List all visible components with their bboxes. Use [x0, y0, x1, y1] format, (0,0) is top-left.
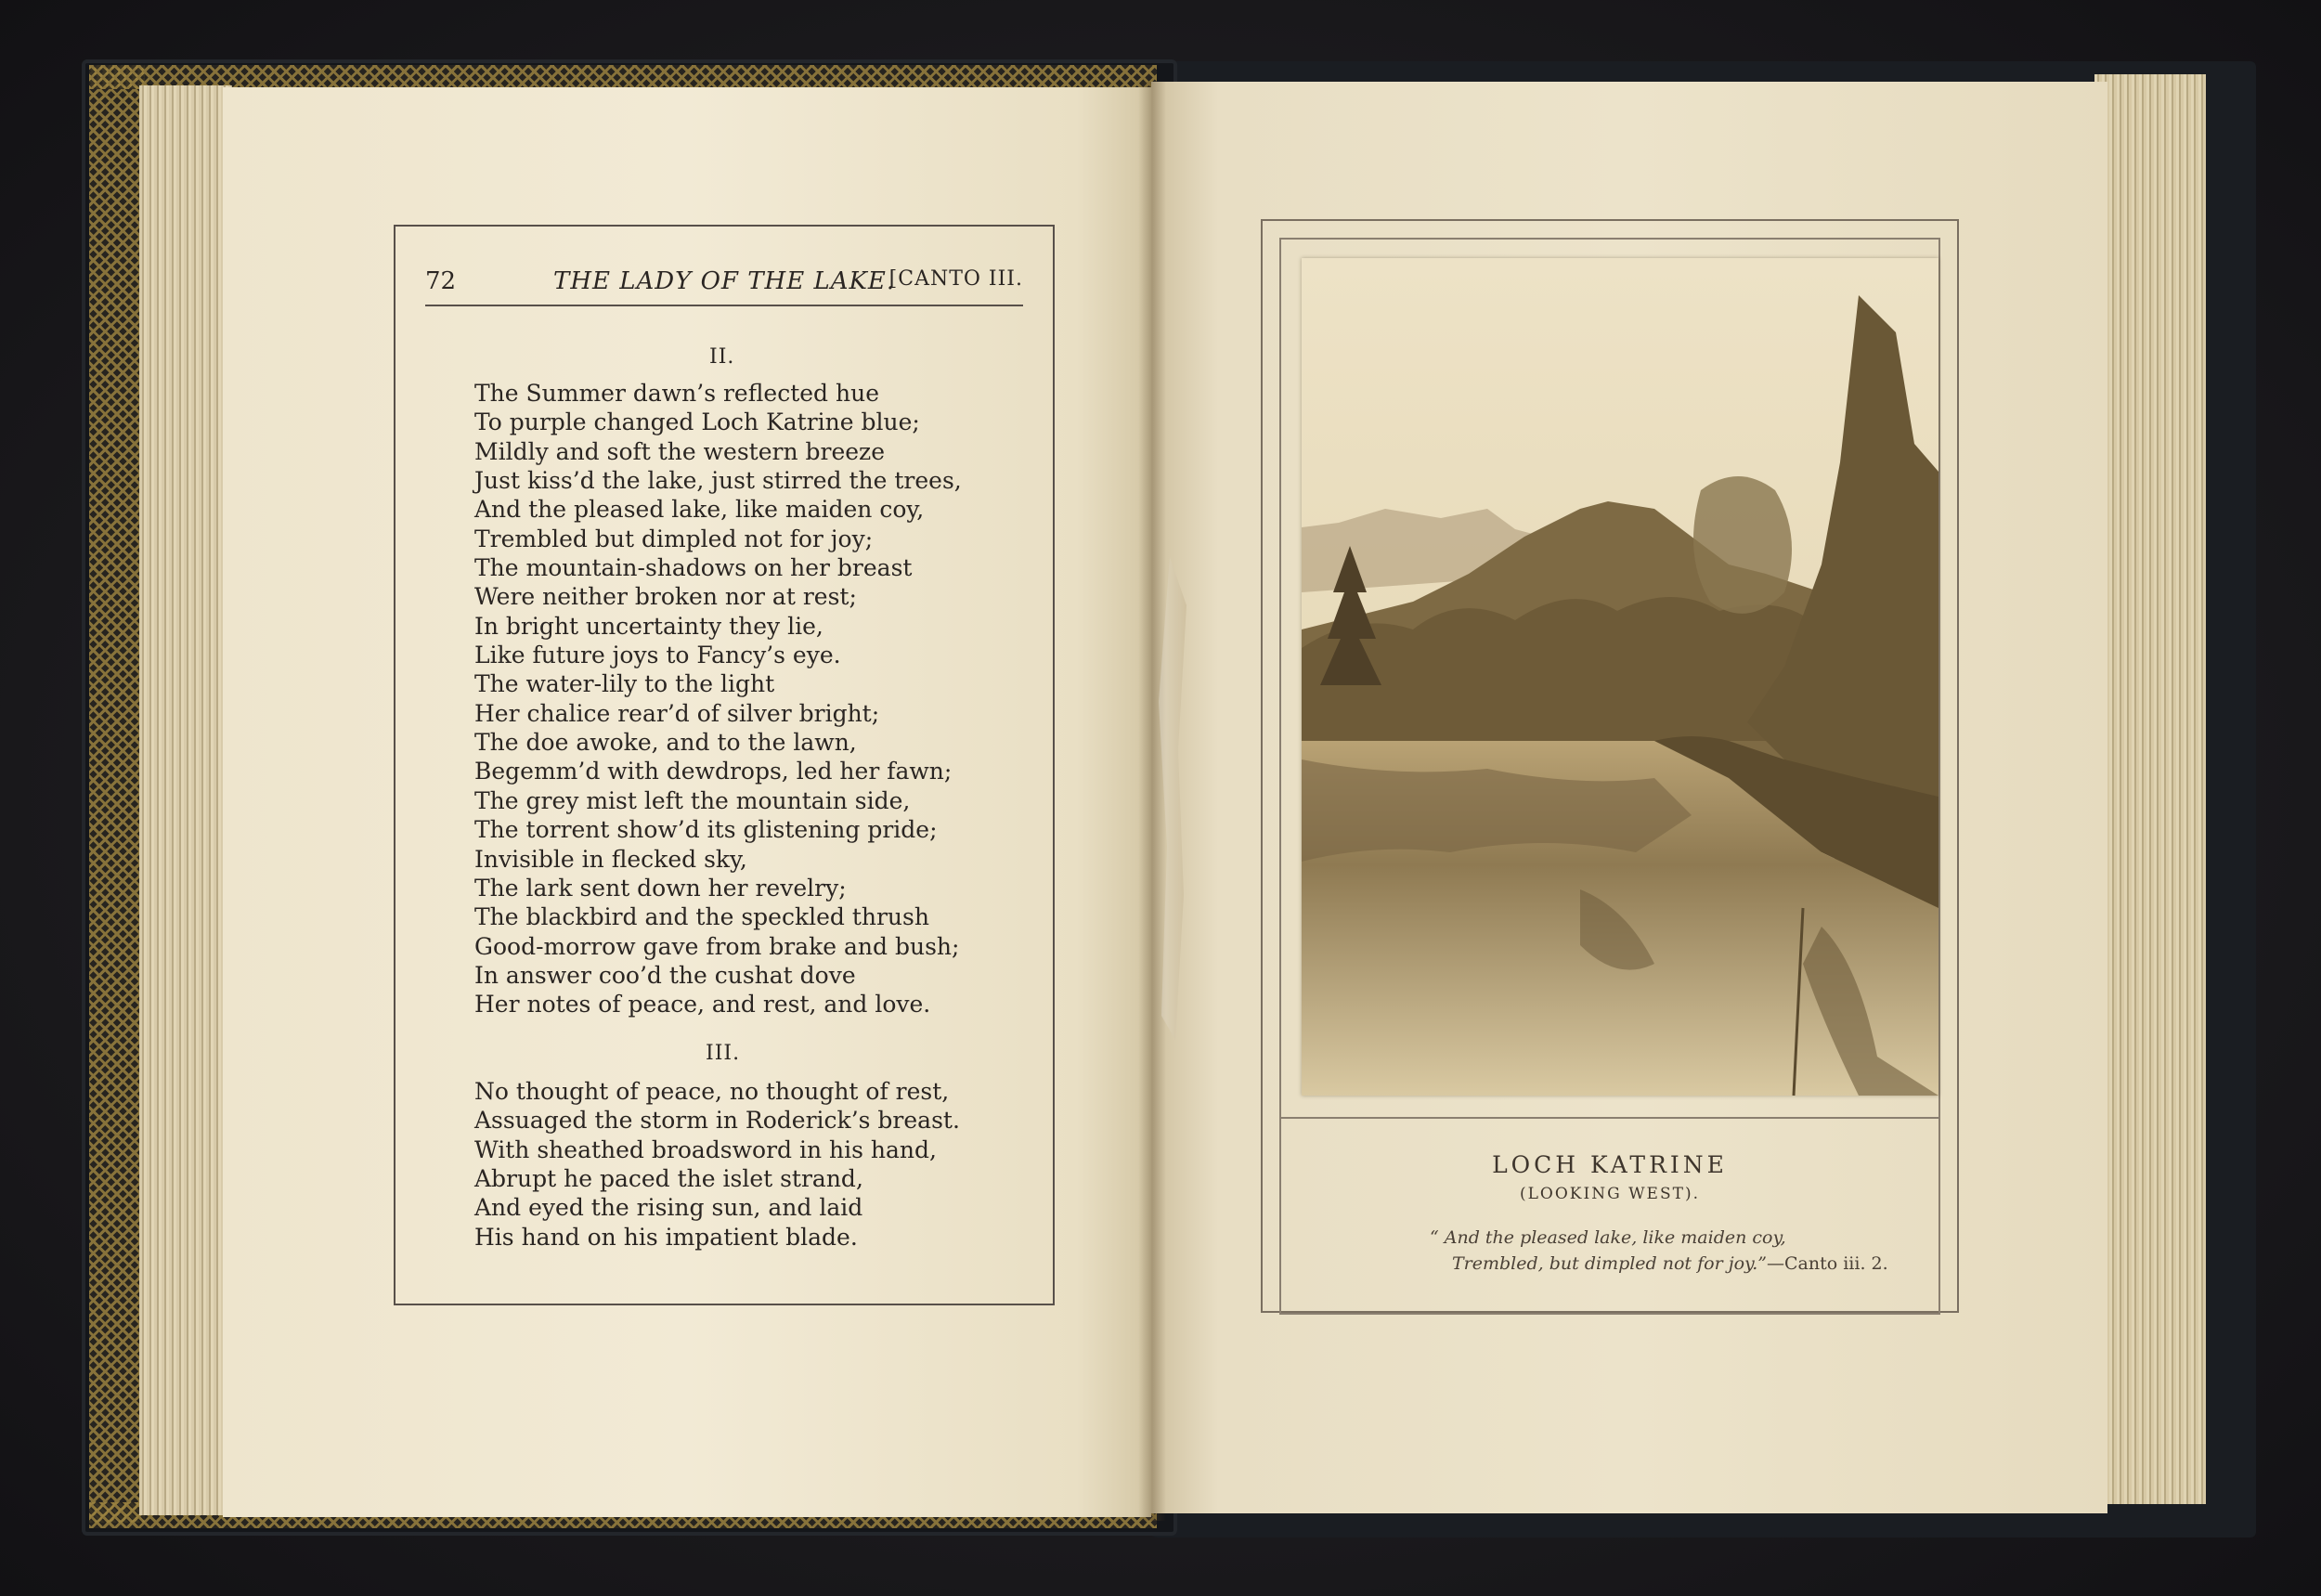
stanza-number-2: II. [709, 345, 735, 369]
verse-line: The torrent show’d its glistening pride; [474, 816, 938, 844]
loch-katrine-photograph [1302, 258, 1938, 1096]
page-edges-right [2094, 74, 2206, 1504]
verse-line: The Summer dawn’s reflected hue [474, 380, 879, 407]
verse-line: With sheathed broadsword in his hand, [474, 1135, 937, 1163]
plate-title: LOCH KATRINE [1492, 1151, 1728, 1178]
verse-line: The doe awoke, and to the lawn, [474, 729, 857, 757]
verse-line: Just kiss’d the lake, just stirred the trees, [474, 467, 962, 495]
plate-caption-rule [1279, 1117, 1940, 1119]
page-edges-left [139, 85, 232, 1515]
verse-line: Trembled but dimpled not for joy; [474, 525, 874, 552]
verse-line: Her notes of peace, and rest, and love. [474, 991, 931, 1019]
gilt-border-left [89, 65, 145, 1523]
verse-line: And eyed the rising sun, and laid [474, 1194, 863, 1222]
verse-line: Her chalice rear’d of silver bright; [474, 699, 880, 727]
stanza-2-verse [474, 379, 962, 1019]
plate-frame-bottom [1279, 1313, 1940, 1315]
page-number: 72 [425, 267, 457, 295]
stanza-number-3: III. [706, 1042, 741, 1065]
verse-line: And the pleased lake, like maiden coy, [474, 496, 925, 524]
canto-label: [CANTO III. [888, 267, 1023, 291]
plate-quote-line-1: “ And the pleased lake, like maiden coy, [1430, 1227, 1786, 1248]
verse-line: His hand on his impatient blade. [474, 1223, 858, 1251]
plate-quote-line-2: Trembled, but dimpled not for joy.”—Canto iii. 2. [1452, 1253, 1888, 1274]
verse-line: To purple changed Loch Katrine blue; [474, 409, 920, 436]
quote-attribution: —Canto iii. 2. [1767, 1253, 1888, 1274]
verse-line: No thought of peace, no thought of rest, [474, 1078, 950, 1105]
verse-line: The grey mist left the mountain side, [474, 786, 911, 814]
verse-line: The water-lily to the light [474, 670, 775, 698]
verse-line: The blackbird and the speckled thrush [474, 903, 929, 931]
verse-line: Assuaged the storm in Roderick’s breast. [474, 1107, 960, 1135]
verse-line: In bright uncertainty they lie, [474, 612, 823, 640]
plate-subtitle: (LOOKING WEST). [1520, 1185, 1700, 1203]
running-head [425, 264, 1023, 306]
verse-line: Good-morrow gave from brake and bush; [474, 932, 960, 960]
book-title: THE LADY OF THE LAKE. [553, 267, 896, 295]
verse-line: Begemm’d with dewdrops, led her fawn; [474, 758, 953, 785]
verse-line: The mountain-shadows on her breast [474, 554, 913, 582]
stanza-3-verse [474, 1077, 960, 1252]
verse-line: Abrupt he paced the islet strand, [474, 1165, 863, 1193]
verse-line: Mildly and soft the western breeze [474, 437, 886, 465]
verse-line: In answer coo’d the cushat dove [474, 961, 856, 989]
verse-line: The lark sent down her revelry; [474, 874, 847, 902]
book-gutter [1138, 82, 1166, 1521]
verse-line: Were neither broken nor at rest; [474, 583, 857, 611]
verse-line: Like future joys to Fancy’s eye. [474, 642, 841, 669]
verse-line: Invisible in flecked sky, [474, 845, 747, 873]
